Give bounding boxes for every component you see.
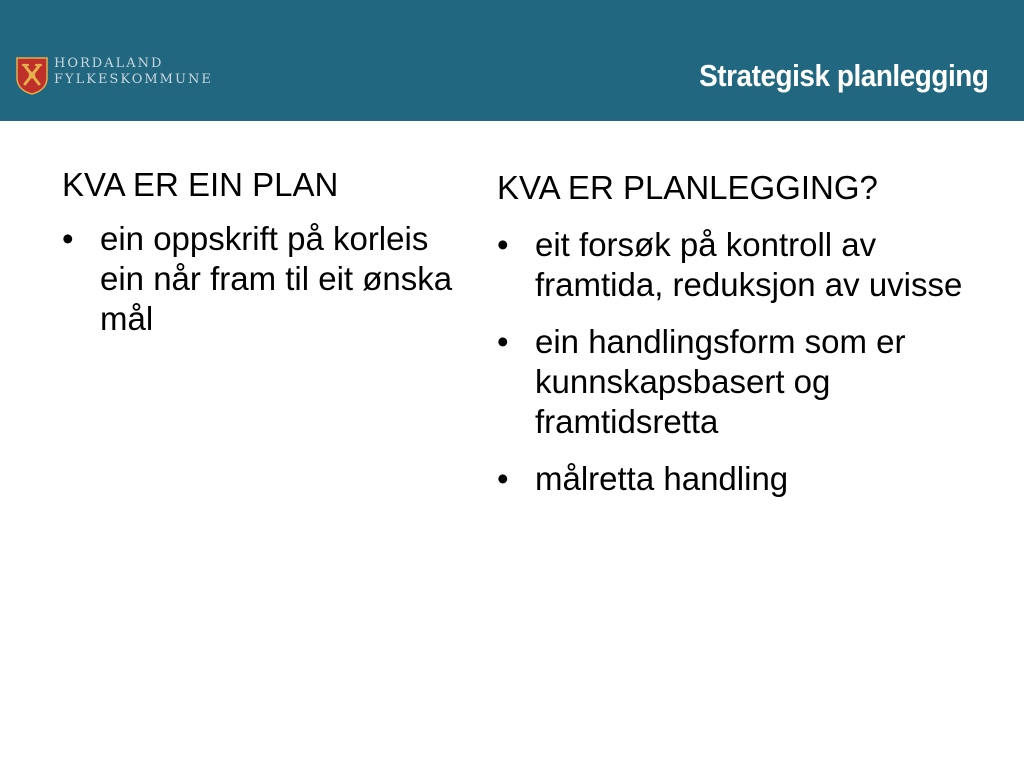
- right-bullet-list: [497, 225, 997, 499]
- bullet-marker: •: [497, 460, 509, 497]
- bullet-marker: •: [62, 220, 74, 257]
- page-title: Strategisk planlegging: [698, 58, 988, 93]
- coat-of-arms-icon: [16, 57, 48, 95]
- bullet-text: ein oppskrift på korleis ein når fram til eit ønska mål: [100, 220, 453, 337]
- right-column: [497, 168, 997, 499]
- bullet-marker: •: [497, 323, 509, 360]
- bullet-item: [497, 459, 997, 499]
- logo-text-line-2: FYLKESKOMMUNE: [54, 72, 213, 87]
- bullet-item: [497, 322, 997, 442]
- logo-text-line-1: HORDALAND: [54, 56, 164, 71]
- left-bullet-list: [62, 219, 462, 339]
- bullet-item: [62, 219, 462, 339]
- left-column: [62, 165, 462, 339]
- right-column-heading: KVA ER PLANLEGGING?: [497, 169, 878, 206]
- organization-logo: [16, 56, 231, 98]
- bullet-text: målretta handling: [535, 460, 789, 497]
- bullet-marker: •: [497, 226, 509, 263]
- bullet-text: eit forsøk på kontroll av framtida, reduksjon av uvisse: [535, 226, 963, 303]
- left-column-heading: KVA ER EIN PLAN: [62, 166, 339, 203]
- header-bar: [0, 0, 1024, 121]
- bullet-text: ein handlingsform som er kunnskapsbasert og framtidsretta: [535, 323, 906, 440]
- bullet-item: [497, 225, 997, 305]
